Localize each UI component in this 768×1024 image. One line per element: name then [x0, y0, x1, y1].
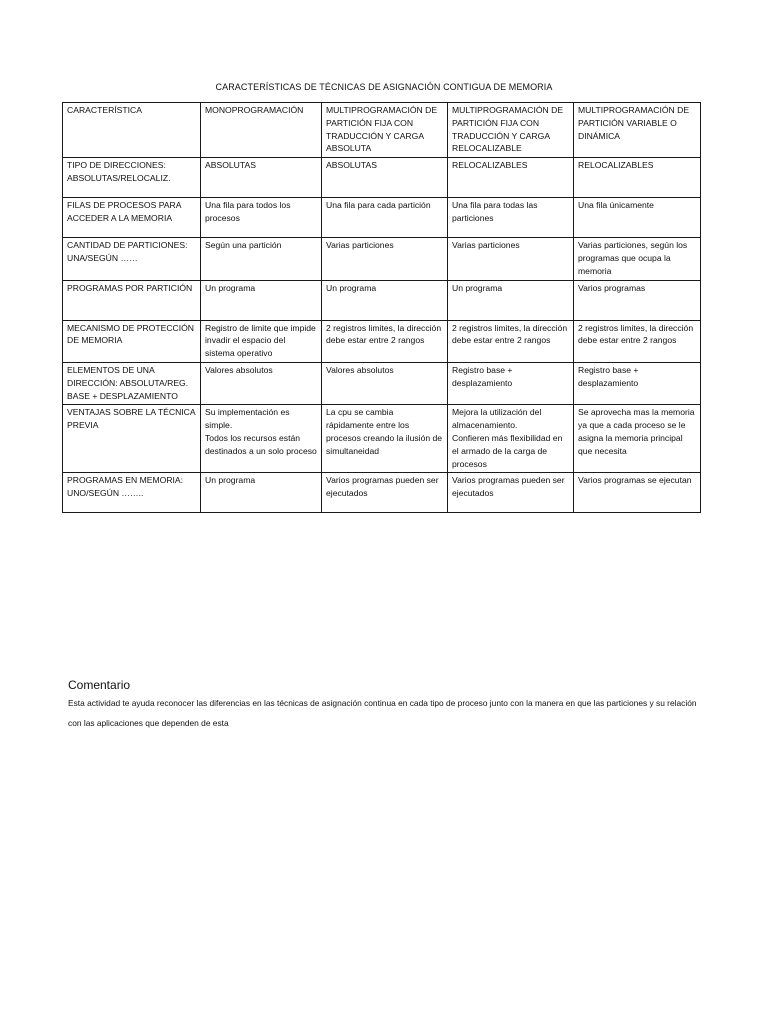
- table-cell: La cpu se cambia rápidamente entre los procesos creando la ilusión de simultaneidad: [322, 405, 448, 473]
- table-row: [63, 280, 701, 320]
- table-cell: Varias particiones, según los programas que ocupa la memoria: [574, 238, 701, 280]
- table-cell: Varias particiones: [322, 238, 448, 280]
- table-cell: MULTIPROGRAMACIÓN DE PARTICIÓN VARIABLE O DINÁMICA: [574, 103, 701, 158]
- table-cell: 2 registros limites, la dirección debe estar entre 2 rangos: [448, 320, 574, 362]
- table-cell: 2 registros limites, la dirección debe estar entre 2 rangos: [574, 320, 701, 362]
- table-cell: Mejora la utilización del almacenamiento. Confieren más flexibilidad en el armado de la carga de procesos: [448, 405, 574, 473]
- table-cell: MONOPROGRAMACIÓN: [201, 103, 322, 158]
- table-cell: Varios programas: [574, 280, 701, 320]
- table-cell: Varias particiones: [448, 238, 574, 280]
- table-cell: Una fila para todos los procesos: [201, 198, 322, 238]
- table-cell: FILAS DE PROCESOS PARA ACCEDER A LA MEMORIA: [63, 198, 201, 238]
- table-cell: Valores absolutos: [201, 362, 322, 404]
- table-row: [63, 405, 701, 473]
- table-cell: Una fila para cada partición: [322, 198, 448, 238]
- page-title: CARACTERÍSTICAS DE TÉCNICAS DE ASIGNACIÓN CONTIGUA DE MEMORIA: [215, 82, 553, 92]
- table-cell: MULTIPROGRAMACIÓN DE PARTICIÓN FIJA CON TRADUCCIÓN Y CARGA RELOCALIZABLE: [448, 103, 574, 158]
- table-cell: PROGRAMAS EN MEMORIA: UNO/SEGÚN ……..: [63, 473, 201, 513]
- table-row: [63, 238, 701, 280]
- comment-text: Esta actividad te ayuda reconocer las diferencias en las técnicas de asignación continua en cada tipo de proceso junto con la manera en que las particiones y su relación con las aplicaciones que dependen de esta: [68, 698, 697, 728]
- table-cell: PROGRAMAS POR PARTICIÓN: [63, 280, 201, 320]
- table-row: [63, 473, 701, 513]
- table-cell: ABSOLUTAS: [322, 158, 448, 198]
- comment-heading: Comentario: [68, 678, 131, 692]
- characteristics-table: [62, 102, 701, 513]
- table-cell: CANTIDAD DE PARTICIONES: UNA/SEGÚN ……: [63, 238, 201, 280]
- table-cell: Un programa: [201, 280, 322, 320]
- table-cell: MECANISMO DE PROTECCIÓN DE MEMORIA: [63, 320, 201, 362]
- table-header-row: [63, 103, 701, 158]
- table-cell: Se aprovecha mas la memoria ya que a cada proceso se le asigna la memoria principal que necesita: [574, 405, 701, 473]
- table-cell: Según una partición: [201, 238, 322, 280]
- table-cell: Un programa: [322, 280, 448, 320]
- table-cell: Un programa: [201, 473, 322, 513]
- table-cell: Una fila únicamente: [574, 198, 701, 238]
- table-row: [63, 158, 701, 198]
- table-cell: Valores absolutos: [322, 362, 448, 404]
- table-cell: ELEMENTOS DE UNA DIRECCIÓN: ABSOLUTA/REG. BASE + DESPLAZAMIENTO: [63, 362, 201, 404]
- table-cell: ABSOLUTAS: [201, 158, 322, 198]
- table-cell: Una fila para todas las particiones: [448, 198, 574, 238]
- table-cell: TIPO DE DIRECCIONES: ABSOLUTAS/RELOCALIZ.: [63, 158, 201, 198]
- table-row: [63, 198, 701, 238]
- table-cell: Su implementación es simple. Todos los recursos están destinados a un solo proceso: [201, 405, 322, 473]
- table-cell: CARACTERÍSTICA: [63, 103, 201, 158]
- table-row: [63, 362, 701, 404]
- table-cell: Registro base + desplazamiento: [574, 362, 701, 404]
- table-cell: MULTIPROGRAMACIÓN DE PARTICIÓN FIJA CON TRADUCCIÓN Y CARGA ABSOLUTA: [322, 103, 448, 158]
- table-cell: Varios programas pueden ser ejecutados: [322, 473, 448, 513]
- table-cell: 2 registros limites, la dirección debe estar entre 2 rangos: [322, 320, 448, 362]
- table-cell: RELOCALIZABLES: [574, 158, 701, 198]
- table-cell: Un programa: [448, 280, 574, 320]
- table-cell: Registro base + desplazamiento: [448, 362, 574, 404]
- table-cell: Registro de limite que impide invadir el espacio del sistema operativo: [201, 320, 322, 362]
- table-cell: Varios programas se ejecutan: [574, 473, 701, 513]
- table-cell: VENTAJAS SOBRE LA TÉCNICA PREVIA: [63, 405, 201, 473]
- table-cell: Varios programas pueden ser ejecutados: [448, 473, 574, 513]
- table-row: [63, 320, 701, 362]
- table-cell: RELOCALIZABLES: [448, 158, 574, 198]
